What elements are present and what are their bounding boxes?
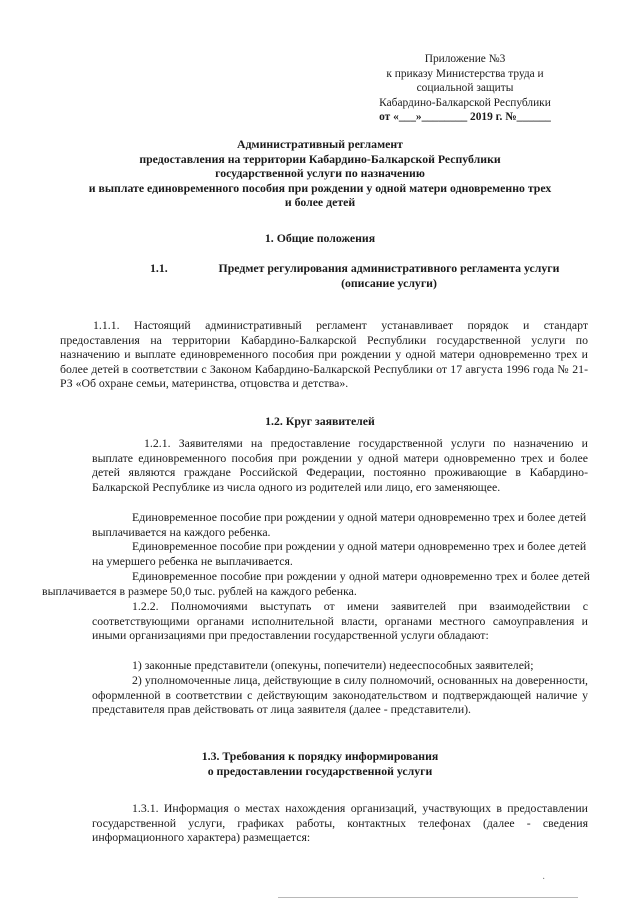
section-1-1-number: 1.1. [150,261,168,275]
appendix-date-line: от «___»________ 2019 г. №______ [379,111,551,123]
title-line-2: предоставления на территории Кабардино-Балкарской Республики [139,151,501,166]
section-1-heading: 1. Общие положения [264,231,376,245]
document-title [60,137,580,210]
title-line-5: и более детей [284,195,356,210]
appendix-line-2: к приказу Министерства труда и [386,67,544,80]
section-1-1-title-line-2: (описание услуги) [341,275,437,290]
paragraph-benefit-amount: Единовременное пособие при рождении у одной матери одновременно трех и более детей выплачивается в размере 50,0 тыс. рублей на каждого ребенка. [42,569,590,598]
paragraph-1-3-1: 1.3.1. Информация о местах нахождения организаций, участвующих в предоставлении государственной услуги, графиках работы, контактных телефонах (далее - сведения информационного характера) размещается: [92,801,588,845]
paragraph-1-2-1-text: 1.2.1. Заявителями на предоставление государственной услуги по назначению и выплате единовременного пособия при рождении у одной матери одновременно трех и более детей являются граждане Российской Федерации, постоянно проживающие в Кабардино-Балкарской Республике из числа одного из родителей или лицо, его заменяющее. [92,436,588,494]
paragraph-1-1-1 [60,318,588,391]
footer-rule [278,897,578,898]
list-item-1: 1) законные представители (опекуны, попечители) недееспособных заявителей; [132,658,534,672]
section-1-2-heading: 1.2. Круг заявителей [265,414,375,428]
appendix-line-3: социальной защиты [416,82,514,94]
list-item-2: 2) уполномоченные лица, действующие в силу полномочий, основанных на доверенности, оформленной в соответствии с действующим законодательством и подтверждающей наличие у представителя прав действовать от лица заявителя (далее - представители). [92,673,588,717]
section-1-1-heading [150,261,590,290]
title-line-1: Административный регламент [237,137,403,151]
paragraph-1-2-2: 1.2.2. Полномочиями выступать от имени заявителей при взаимодействии с соответствующими органами исполнительной власти, органами местного самоуправления и иными организациями при предоставлении государственной услуги обладают: [92,599,588,643]
section-1-1-title-line-1: Предмет регулирования административного регламента услуги [218,261,560,275]
paragraph-benefit-each-child: Единовременное пособие при рождении у одной матери одновременно трех и более детей выплачивается на каждого ребенка. [92,510,587,539]
paragraph-benefit-deceased-child: Единовременное пособие при рождении у одной матери одновременно трех и более детей на умершего ребенка не выплачивается. [92,539,587,568]
title-line-4: и выплате единовременного пособия при рождении у одной матери одновременно трех [88,180,552,195]
appendix-line-4: Кабардино-Балкарской Республики [379,96,551,109]
section-1-3-title-line-1: 1.3. Требования к порядку информирования [201,749,439,763]
appendix-line-1: Приложение №3 [424,53,506,65]
title-line-3: государственной услуги по назначению [215,166,425,181]
appendix-note [360,52,570,125]
section-1-3-heading [60,749,580,778]
paragraph-1-2-1 [92,436,588,494]
paragraph-1-1-1-text: 1.1.1. Настоящий административный регламент устанавливает порядок и стандарт предоставления на территории Кабардино-Балкарской Республики государственной услуги по назначению и выплате единовременного пособия при рождении у одной матери одновременно трех и более детей в соответствии с Законом Кабардино-Балкарской Республики от 17 августа 1996 года № 21-РЗ «Об охране семьи, материнства, отцовства и детства». [60,318,588,391]
footer-mark: · [542,874,546,885]
section-1-3-title-line-2: о предоставлении государственной услуги [207,763,433,778]
